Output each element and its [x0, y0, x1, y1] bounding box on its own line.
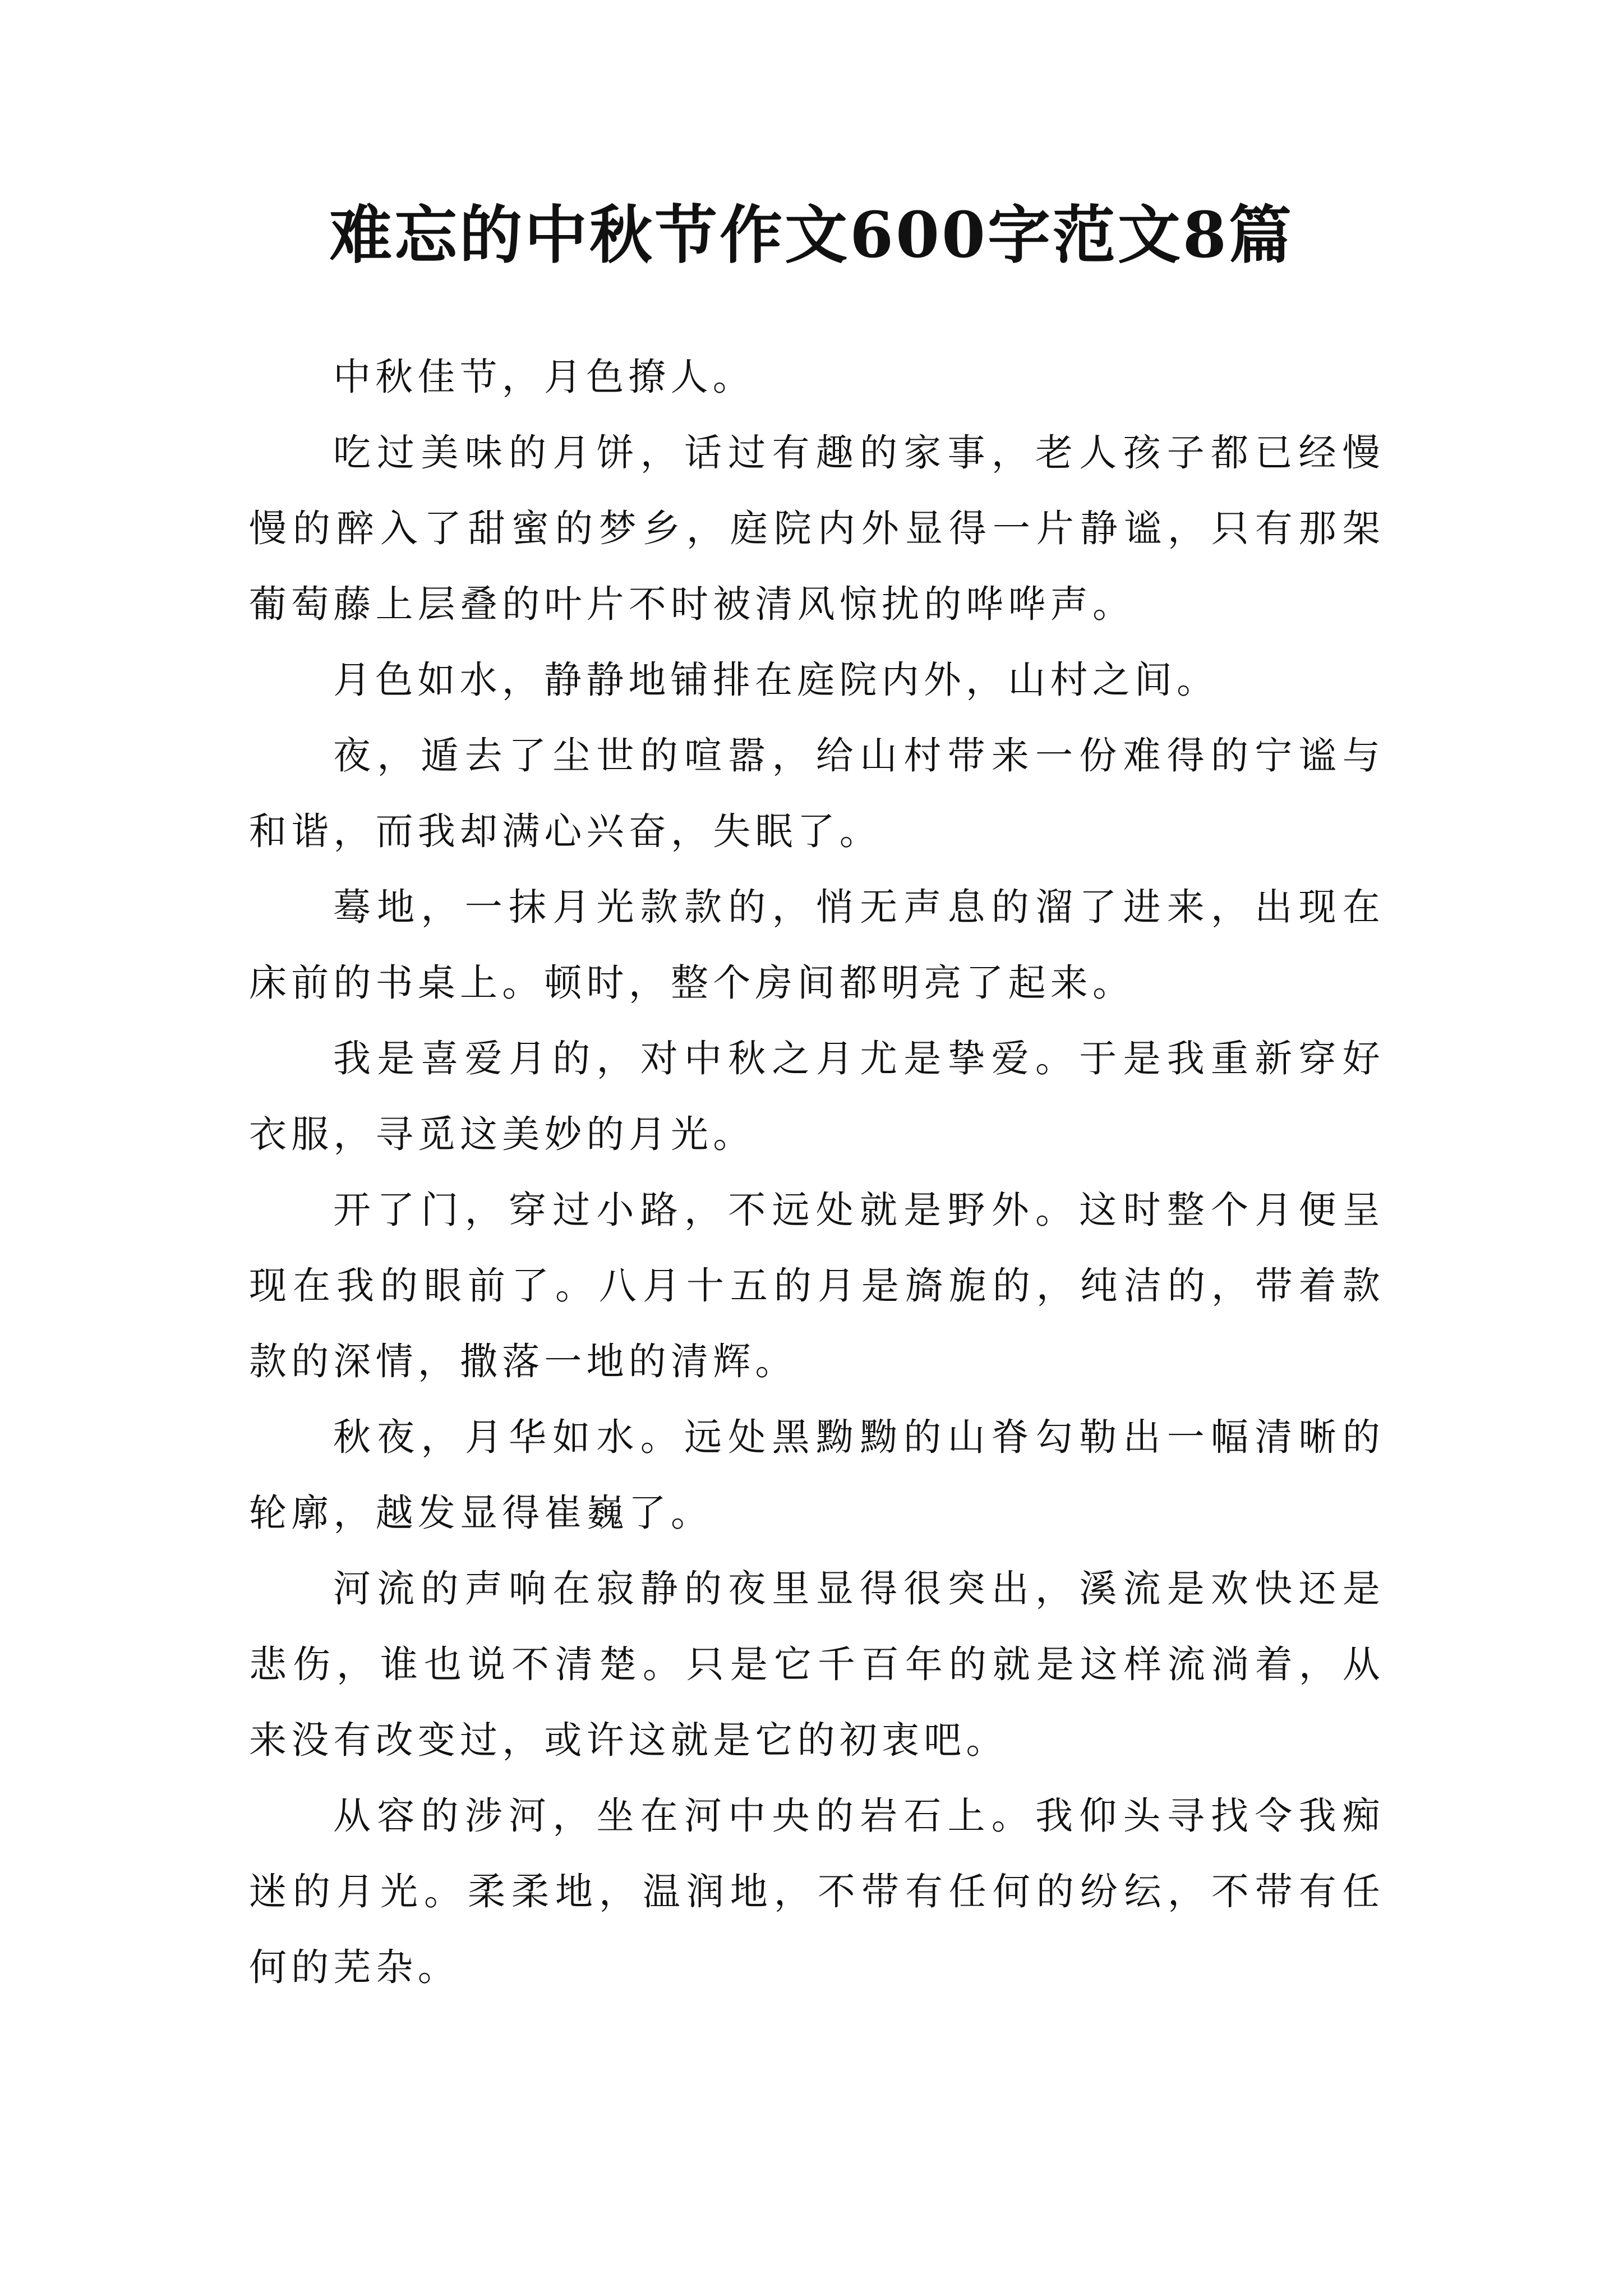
paragraph: 从容的涉河，坐在河中央的岩石上。我仰头寻找令我痴迷的月光。柔柔地，温润地，不带有任何的纷纭，不带有任何的芜杂。	[249, 1794, 1385, 1989]
paragraph: 吃过美味的月饼，话过有趣的家事，老人孩子都已经慢慢的醉入了甜蜜的梦乡，庭院内外显得一片静谧，只有那架葡萄藤上层叠的叶片不时被清风惊扰的哗哗声。	[249, 431, 1385, 626]
paragraph: 我是喜爱月的，对中秋之月尤是挚爱。于是我重新穿好衣服，寻觅这美妙的月光。	[249, 1037, 1385, 1156]
paragraph: 蓦地，一抹月光款款的，悄无声息的溜了进来，出现在床前的书桌上。顿时，整个房间都明亮了起来。	[249, 885, 1385, 1005]
paragraph: 中秋佳节，月色撩人。	[333, 355, 755, 399]
paragraph: 月色如水，静静地铺排在庭院内外，山村之间。	[333, 658, 1219, 702]
document-title: 难忘的中秋节作文600字范文8篇	[329, 199, 1294, 272]
paragraph: 开了门，穿过小路，不远处就是野外。这时整个月便呈现在我的眼前了。八月十五的月是旖旎的，纯洁的，带着款款的深情，撒落一地的清辉。	[249, 1188, 1385, 1383]
paragraph: 秋夜，月华如水。远处黑黝黝的山脊勾勒出一幅清晰的轮廓，越发显得崔巍了。	[249, 1415, 1385, 1535]
document-body	[249, 339, 1385, 2005]
paragraph: 河流的声响在寂静的夜里显得很突出，溪流是欢快还是悲伤，谁也说不清楚。只是它千百年的就是这样流淌着，从来没有改变过，或许这就是它的初衷吧。	[249, 1567, 1385, 1762]
paragraph: 夜，遁去了尘世的喧嚣，给山村带来一份难得的宁谧与和谐，而我却满心兴奋，失眠了。	[249, 734, 1385, 853]
